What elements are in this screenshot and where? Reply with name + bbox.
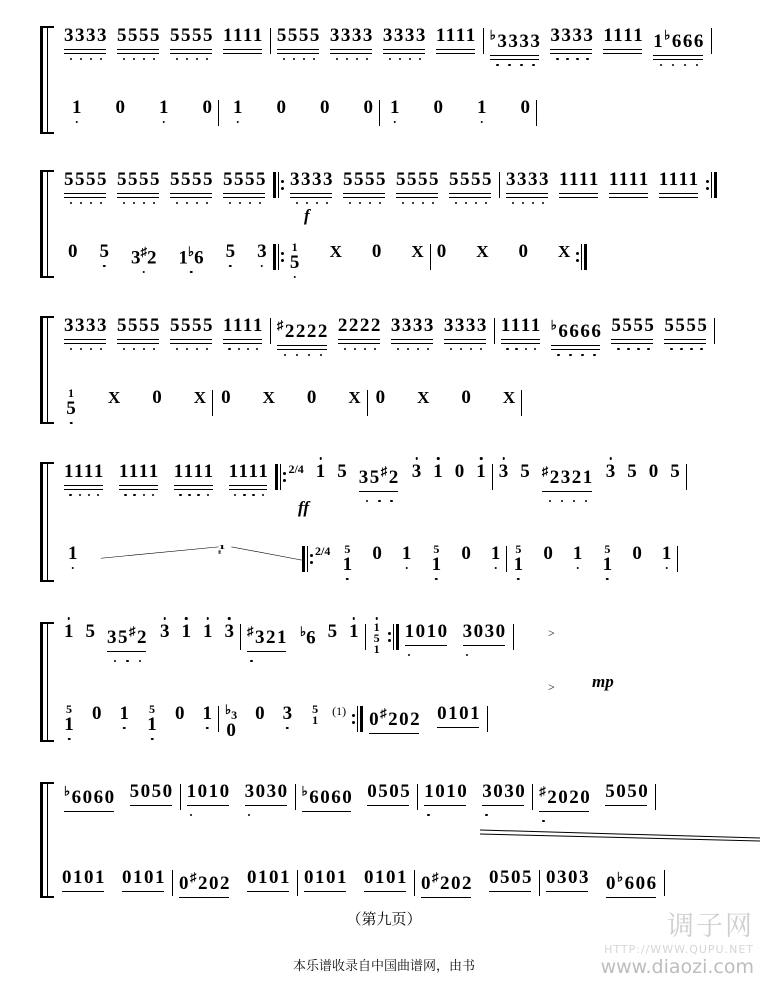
measure [284, 242, 430, 272]
note-group: ♯2020 [539, 782, 591, 819]
repeat-barline-end [706, 172, 717, 198]
note: 5 [627, 461, 637, 482]
note: 0 [202, 97, 212, 118]
note-group: 0♯202 [369, 704, 421, 741]
note: 5 [85, 621, 95, 642]
note-group: 1111 [659, 170, 700, 201]
system-1-upper-staff [58, 26, 748, 72]
barline [664, 870, 665, 896]
percussive-mark: X [193, 388, 207, 407]
repeat-barline-start [275, 464, 286, 490]
measure [431, 242, 577, 262]
note-group: 3333 [391, 316, 435, 347]
note-group: 5555 [396, 170, 440, 201]
note-group: 1111 [436, 26, 477, 57]
glissando-lines [58, 544, 302, 563]
note: 5 [99, 241, 109, 262]
measure [493, 462, 686, 499]
note: 0 [436, 241, 447, 262]
note-group: 3333 [64, 316, 108, 347]
measure [219, 704, 326, 740]
note-group: 0101 [247, 868, 291, 899]
note-group: 1111 [501, 316, 542, 347]
note: 1 [68, 543, 78, 564]
note-group: 0101 [304, 868, 348, 899]
note: 3 [498, 461, 509, 482]
accent-mark: > [548, 626, 555, 640]
time-signature: 2/4 [288, 462, 304, 476]
barline [655, 784, 656, 810]
measure [58, 388, 212, 418]
chord: 1 5 1 [373, 620, 380, 656]
note-group: 5555 [277, 26, 321, 57]
system-2-upper-staff [58, 170, 748, 216]
percussive-mark: X [502, 388, 516, 407]
note-group: ♭3333 [490, 26, 542, 63]
system-3 [40, 316, 748, 424]
measure [271, 316, 494, 353]
note-group: 1111 [609, 170, 650, 201]
note: 0 [115, 97, 125, 118]
phrase-slur [480, 826, 760, 842]
note-group: 5555 [664, 316, 708, 347]
repeat-barline-start [273, 172, 284, 198]
note: 0 [648, 461, 659, 482]
note-group: 0303 [546, 868, 590, 899]
note: 1 [349, 621, 359, 642]
measure [58, 26, 270, 57]
chord: 5 1 [66, 386, 76, 419]
barline [686, 464, 687, 490]
measure [58, 316, 270, 347]
note-group: 5050 [130, 782, 174, 813]
note: 3 [411, 461, 422, 482]
percussive-mark: X [557, 242, 571, 261]
note: 0 [632, 543, 642, 564]
svg-text:1: 1 [218, 544, 226, 551]
note-group: 5050 [605, 782, 649, 813]
note: 1 [476, 461, 486, 482]
percussive-mark: X [411, 242, 424, 261]
note: 1 [433, 461, 443, 482]
watermark-title: 调子网 [667, 911, 754, 942]
note: 5 [520, 461, 530, 482]
note-group: 3333 [444, 316, 488, 347]
note: 0 [454, 461, 465, 482]
measure [58, 622, 240, 659]
note: 1 [490, 543, 501, 564]
measure [399, 622, 513, 653]
system-brace [40, 26, 54, 134]
measure [336, 544, 506, 574]
barline [536, 100, 537, 126]
percussive-mark: X [476, 242, 489, 261]
measure [298, 868, 414, 899]
note-group: 5555 [343, 170, 387, 201]
note: 1 [572, 543, 583, 564]
note-group: 3030 [482, 782, 526, 813]
note: 0 [363, 97, 373, 118]
note-group: 0101 [437, 704, 481, 735]
note: 1 [661, 543, 672, 564]
note-group: 0505 [489, 868, 533, 899]
note: 1 [390, 97, 400, 118]
note: 0 [461, 543, 471, 564]
note: 1 [181, 621, 191, 642]
system-brace [40, 622, 54, 742]
note-group: ♯2222 [277, 316, 329, 353]
measure [326, 704, 352, 719]
chord: 1 5 [513, 542, 524, 575]
measure [310, 462, 492, 499]
note-group: 5555 [117, 26, 161, 57]
note-group: 1111 [64, 462, 105, 493]
repeat-barline-end [388, 624, 399, 650]
note: 0 [461, 387, 471, 408]
measure [415, 868, 539, 905]
note-group: 5555 [117, 170, 161, 201]
note-group: 3333 [330, 26, 374, 57]
note-group: 35♯2 [107, 622, 148, 659]
note-group: 5555 [170, 316, 214, 347]
system-brace [40, 462, 54, 582]
note-group: 5555 [64, 170, 108, 201]
note-group: 1010 [187, 782, 231, 813]
note-group: 1111 [603, 26, 644, 57]
note: 3♯2 [131, 244, 157, 269]
dynamic-marking: ff [298, 498, 310, 517]
note: 1 [477, 97, 487, 118]
note-group: 1010 [405, 622, 449, 653]
measure [58, 868, 172, 899]
note-group: ♭6666 [551, 316, 603, 353]
note-group: 5555 [611, 316, 655, 347]
note-group: 1111 [174, 462, 215, 493]
percussive-mark: X [108, 388, 121, 407]
system-4 [40, 462, 748, 582]
measure [58, 242, 273, 267]
note: 0 [175, 703, 185, 724]
note-group: 3333 [383, 26, 427, 57]
accent-mark: > [548, 680, 555, 694]
barline [513, 624, 514, 650]
measure [58, 462, 275, 493]
note: 3 [605, 461, 616, 482]
measure [213, 388, 367, 408]
percussive-mark: X [417, 388, 430, 407]
note-group: ♯321 [247, 622, 288, 659]
chord: 1 5 [312, 702, 319, 727]
note-group: 5555 [449, 170, 493, 201]
watermark [604, 904, 754, 956]
note: 0 [371, 241, 382, 262]
note: 3 [282, 703, 293, 724]
page-number: （第九页） [346, 912, 422, 928]
note: 1♭6 [178, 244, 204, 269]
note: 0 [92, 703, 102, 724]
chord: 0 ♭3 [225, 702, 238, 741]
measure [380, 98, 536, 117]
note-group: 0♭606 [606, 868, 658, 905]
system-3-upper-staff [58, 316, 748, 362]
note: 5 [225, 241, 236, 262]
note-group: 5555 [223, 170, 267, 201]
measure [173, 868, 297, 905]
note-group: ♭6060 [302, 782, 354, 819]
note-group: 3333 [506, 170, 550, 201]
note: 5 [670, 461, 680, 482]
note-group: 3030 [245, 782, 289, 813]
barline [714, 318, 715, 344]
note: ♭6 [300, 624, 316, 649]
system-2 [40, 170, 748, 278]
note-group: 0505 [367, 782, 411, 813]
note: 0 [221, 387, 231, 408]
measure [540, 868, 664, 905]
measure [363, 704, 487, 741]
note: 0 [518, 241, 528, 262]
note: 5 [337, 461, 347, 482]
repeat-barline-start [302, 546, 313, 572]
note: 0 [433, 97, 443, 118]
note: 0 [306, 387, 317, 408]
measure [495, 316, 715, 353]
note-group: 3030 [463, 622, 507, 653]
measure [507, 544, 677, 574]
measure [368, 388, 522, 408]
measure [500, 170, 706, 201]
note-group: 1111 [229, 462, 270, 493]
note-group: ♯2321 [542, 462, 594, 499]
measure [58, 170, 273, 201]
measure [181, 782, 295, 813]
repeat-barline-start [273, 244, 284, 270]
optional-note: (1) [332, 704, 347, 718]
watermark-url-small: HTTP://WWW.QUPU.NET [604, 943, 754, 956]
barline [677, 546, 678, 572]
measure [271, 26, 483, 57]
chord: 5 1 [289, 240, 300, 273]
measure [58, 544, 302, 563]
note-group: 35♯2 [359, 462, 400, 499]
note: 5 [327, 621, 338, 642]
system-3-lower-staff [58, 388, 748, 434]
chord: 1 5 [602, 542, 613, 575]
note-group: 2222 [338, 316, 382, 347]
source-credit: 本乐谱收录自中国曲谱网，由书 [292, 958, 475, 973]
percussive-mark: X [329, 242, 342, 261]
note: 1 [64, 621, 74, 642]
note: 0 [375, 387, 386, 408]
note-group: 3333 [64, 26, 108, 57]
chord: 1 5 [147, 702, 157, 735]
watermark-url: www.diaozi.com [600, 956, 754, 978]
system-6-upper-staff [58, 782, 748, 828]
system-5-lower-staff [58, 704, 748, 750]
measure [219, 98, 379, 117]
note: 1 [233, 97, 243, 118]
system-1-lower-staff [58, 98, 748, 144]
note: 3 [160, 621, 170, 642]
system-2-lower-staff [58, 242, 748, 288]
note-group: 1111 [223, 26, 264, 57]
note-group: 3333 [550, 26, 594, 57]
measure [241, 622, 365, 659]
note-group: 0101 [364, 868, 408, 899]
note-group: 0♯202 [179, 868, 231, 905]
chord: 1 5 [64, 702, 74, 735]
note-group: 0♯202 [421, 868, 473, 905]
barline [711, 28, 712, 54]
measure [284, 170, 499, 201]
system-brace [40, 170, 54, 278]
note: 1 [203, 621, 213, 642]
note-group: 5555 [117, 316, 161, 347]
note-group: 0101 [62, 868, 106, 899]
system-5 [40, 622, 748, 742]
dynamic-marking: f [304, 206, 310, 225]
system-4-upper-staff [58, 462, 748, 508]
repeat-barline-end [352, 706, 363, 732]
barline [521, 390, 522, 416]
system-brace [40, 316, 54, 424]
note: 0 [543, 543, 553, 564]
measure [533, 782, 655, 819]
note: 1 [202, 703, 212, 724]
note: 3 [224, 621, 234, 642]
note: 1 [72, 97, 82, 118]
percussive-mark: X [262, 388, 275, 407]
note: 1 [119, 703, 129, 724]
measure [58, 782, 180, 819]
note: 0 [320, 97, 330, 118]
system-1 [40, 26, 748, 134]
system-4-lower-staff [58, 544, 748, 590]
measure [418, 782, 532, 813]
note-group: 1♭666 [653, 26, 705, 63]
note-group: 1111 [559, 170, 600, 201]
note-group: 1111 [223, 316, 264, 347]
measure [484, 26, 711, 63]
system-6 [40, 782, 748, 898]
note: 0 [68, 241, 78, 262]
system-brace [40, 782, 54, 898]
note: 0 [520, 97, 530, 118]
note-group: 1010 [424, 782, 468, 813]
percussive-mark: X [348, 388, 361, 407]
repeat-barline-end [576, 244, 587, 270]
note-group: ♭6060 [64, 782, 116, 819]
note: 0 [276, 97, 286, 118]
note-group: 5555 [170, 26, 214, 57]
measure [296, 782, 418, 819]
note-group: 0101 [122, 868, 166, 899]
note: 3 [257, 241, 267, 262]
barline [487, 706, 488, 732]
chord: 1 5 [342, 542, 353, 575]
note: 1 [315, 461, 326, 482]
measure [58, 704, 218, 734]
chord: 1 5 [431, 542, 442, 575]
note-group: 1111 [119, 462, 160, 493]
measure [58, 98, 218, 117]
note: 0 [372, 543, 382, 564]
note-group: 5555 [170, 170, 214, 201]
note: 0 [255, 703, 265, 724]
note-group: 3333 [290, 170, 334, 201]
note: 1 [159, 97, 169, 118]
note: 0 [152, 387, 162, 408]
note: 1 [401, 543, 412, 564]
dynamic-marking: mp [592, 672, 614, 691]
measure [366, 622, 388, 655]
time-signature: 2/4 [315, 544, 331, 558]
system-5-upper-staff [58, 622, 748, 668]
